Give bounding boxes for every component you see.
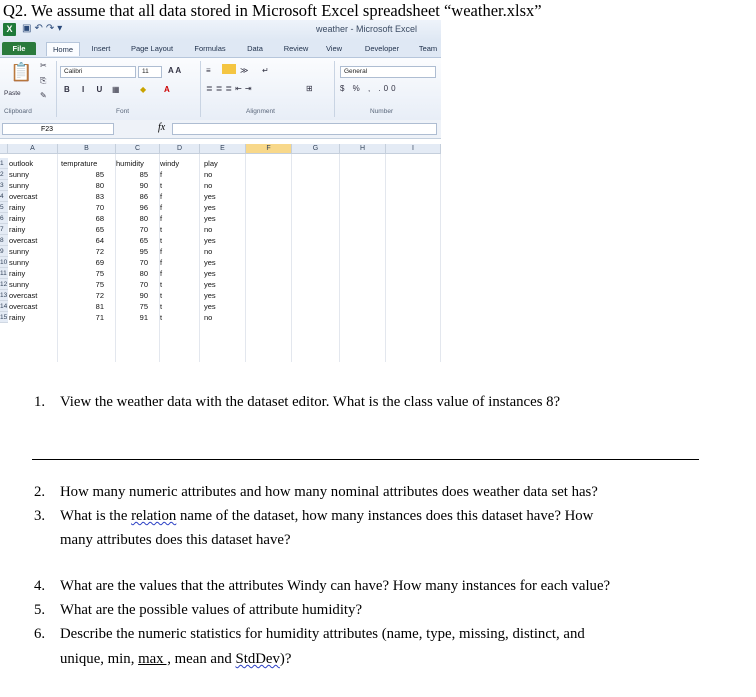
tab-developer[interactable]: Developer: [364, 44, 400, 53]
customize-icon[interactable]: ▾: [57, 23, 66, 34]
data-cell[interactable]: f: [160, 192, 163, 201]
redo-icon[interactable]: ↷: [45, 23, 58, 34]
column-header-f[interactable]: F: [246, 144, 292, 154]
ribbon-tabs: [0, 40, 441, 57]
insert-function-icon[interactable]: fx: [158, 122, 166, 133]
align-top-icon[interactable]: ≡: [206, 66, 211, 75]
question-1: [34, 394, 560, 411]
data-cell[interactable]: t: [160, 225, 163, 234]
column-header-a[interactable]: A: [8, 144, 58, 154]
data-cell[interactable]: 70: [139, 258, 148, 267]
formula-bar: [0, 120, 441, 139]
tab-data[interactable]: Data: [247, 44, 263, 53]
data-cell[interactable]: yes: [204, 291, 216, 300]
data-cell[interactable]: no: [204, 313, 213, 322]
data-cell[interactable]: 80: [139, 269, 148, 278]
window-title: weather - Microsoft Excel: [315, 24, 417, 34]
bold-italic-underline-icons[interactable]: B I U: [64, 85, 108, 94]
data-cell[interactable]: 85: [95, 170, 104, 179]
data-cell[interactable]: yes: [204, 258, 216, 267]
data-cell[interactable]: 95: [139, 247, 148, 256]
row-header[interactable]: 11: [0, 270, 7, 277]
data-cell[interactable]: sunny: [9, 247, 30, 256]
data-cell[interactable]: 70: [139, 280, 148, 289]
column-header-g[interactable]: G: [292, 144, 340, 154]
data-cell[interactable]: 72: [95, 247, 104, 256]
data-cell[interactable]: sunny: [9, 258, 30, 267]
data-cell[interactable]: 90: [139, 291, 148, 300]
data-cell[interactable]: 70: [95, 203, 104, 212]
column-header-c[interactable]: C: [116, 144, 160, 154]
row-header[interactable]: 10: [0, 259, 8, 266]
paste-icon[interactable]: 📋: [10, 62, 33, 82]
tab-view[interactable]: View: [325, 44, 343, 53]
name-box[interactable]: F23: [2, 123, 114, 135]
data-cell[interactable]: no: [204, 225, 213, 234]
data-cell[interactable]: no: [204, 181, 213, 190]
ribbon: [0, 57, 441, 121]
header-cell[interactable]: outlook: [9, 159, 34, 168]
question-number: 6.: [34, 626, 46, 642]
question-2: [34, 484, 598, 501]
data-cell[interactable]: f: [160, 203, 163, 212]
data-cell[interactable]: 80: [95, 181, 104, 190]
font-size-select[interactable]: 11: [138, 66, 162, 78]
data-cell[interactable]: overcast: [9, 236, 38, 245]
select-all-corner[interactable]: [0, 144, 8, 154]
question-3: [34, 508, 593, 525]
data-cell[interactable]: f: [160, 258, 163, 267]
merge-center-icon[interactable]: ⊞: [306, 84, 313, 93]
gridline: [339, 154, 340, 362]
cut-icon[interactable]: ✂: [40, 61, 47, 70]
column-header-d[interactable]: D: [160, 144, 200, 154]
row-header[interactable]: 9: [0, 246, 8, 257]
fill-color-icon[interactable]: ◆: [140, 85, 147, 94]
row-header[interactable]: 4: [0, 191, 8, 202]
ribbon-separator: [334, 61, 335, 117]
question-number: 2.: [34, 484, 46, 500]
undo-icon[interactable]: ↶: [34, 23, 46, 34]
relation-word: relation: [131, 508, 177, 524]
data-cell[interactable]: 65: [139, 236, 148, 245]
question-text-pre: What is the: [60, 508, 132, 524]
row-header[interactable]: 8: [0, 235, 8, 246]
data-cell[interactable]: 96: [139, 203, 148, 212]
stddev-word: StdDev: [235, 651, 280, 667]
tab-review[interactable]: Review: [283, 44, 309, 53]
row-header[interactable]: 1: [0, 158, 8, 169]
data-cell[interactable]: yes: [204, 192, 216, 201]
tab-home[interactable]: Home: [46, 42, 80, 56]
data-cell[interactable]: f: [160, 247, 163, 256]
data-cell[interactable]: rainy: [9, 225, 26, 234]
data-cell[interactable]: t: [160, 313, 163, 322]
question-number: 4.: [34, 578, 46, 594]
column-header-e[interactable]: E: [200, 144, 246, 154]
font-name-select[interactable]: Calibri: [60, 66, 136, 78]
number-format-select[interactable]: General: [340, 66, 436, 78]
question-text: Describe the numeric statistics for humidity attributes (name, type, missing, distinct, and: [60, 626, 585, 642]
tab-formulas[interactable]: Formulas: [194, 44, 226, 53]
gridline: [440, 154, 441, 362]
data-cell[interactable]: 80: [139, 214, 148, 223]
question-number: 5.: [34, 602, 46, 618]
excel-logo-icon: X: [3, 23, 16, 36]
data-cell[interactable]: overcast: [9, 291, 38, 300]
row-header[interactable]: 12: [0, 281, 8, 288]
data-cell[interactable]: 81: [95, 302, 104, 311]
format-painter-icon[interactable]: ✎: [40, 91, 47, 100]
data-cell[interactable]: t: [160, 236, 163, 245]
column-header-i[interactable]: I: [386, 144, 441, 154]
data-cell[interactable]: 69: [95, 258, 104, 267]
wrap-text-icon[interactable]: ↵: [262, 66, 269, 75]
data-cell[interactable]: yes: [204, 236, 216, 245]
data-cell[interactable]: sunny: [9, 170, 30, 179]
column-header-b[interactable]: B: [58, 144, 116, 154]
data-cell[interactable]: yes: [204, 203, 216, 212]
align-middle-icon[interactable]: [222, 64, 236, 74]
data-cell[interactable]: 68: [95, 214, 104, 223]
ribbon-separator: [56, 61, 57, 117]
align-horizontal-icons[interactable]: ≣≣≣⇤⇥: [206, 84, 255, 93]
data-cell[interactable]: yes: [204, 302, 216, 311]
data-cell[interactable]: f: [160, 170, 163, 179]
data-cell[interactable]: rainy: [9, 313, 26, 322]
header-cell[interactable]: windy: [160, 159, 180, 168]
data-cell[interactable]: f: [160, 269, 163, 278]
data-cell[interactable]: 71: [95, 313, 104, 322]
data-cell[interactable]: rainy: [9, 214, 26, 223]
tab-page-layout[interactable]: Page Layout: [130, 44, 174, 53]
font-group-label: Font: [116, 108, 130, 115]
tab-team[interactable]: Team: [418, 44, 438, 53]
question-text: How many numeric attributes and how many nominal attributes does weather data set has?: [60, 484, 598, 500]
data-cell[interactable]: f: [160, 214, 163, 223]
row-header[interactable]: 6: [0, 213, 8, 224]
orientation-icon[interactable]: ≫: [240, 66, 249, 75]
question-text: What are the possible values of attribute humidity?: [60, 602, 363, 618]
data-cell[interactable]: 90: [139, 181, 148, 190]
row-header[interactable]: 2: [0, 169, 8, 180]
ribbon-separator: [200, 61, 201, 117]
question-text-post: name of the dataset, how many instances does this dataset have? How: [176, 508, 594, 524]
data-cell[interactable]: t: [160, 302, 163, 311]
row-header[interactable]: 7: [0, 224, 8, 235]
data-cell[interactable]: yes: [204, 214, 216, 223]
data-cell[interactable]: t: [160, 291, 163, 300]
data-cell[interactable]: yes: [204, 280, 216, 289]
question-heading: Q2. We assume that all data stored in Microsoft Excel spreadsheet “weather.xlsx”: [3, 1, 542, 20]
question-4: [34, 578, 610, 595]
data-cell[interactable]: t: [160, 181, 163, 190]
data-cell[interactable]: 72: [95, 291, 104, 300]
data-cell[interactable]: rainy: [9, 203, 26, 212]
data-cell[interactable]: yes: [204, 269, 216, 278]
question-6-line2: [60, 651, 291, 668]
data-cell[interactable]: overcast: [9, 302, 38, 311]
data-cell[interactable]: 85: [139, 170, 148, 179]
paste-label: Paste: [4, 90, 21, 97]
tab-insert[interactable]: Insert: [91, 44, 111, 53]
excel-screenshot: [0, 20, 441, 365]
header-cell[interactable]: temprature: [61, 159, 98, 168]
data-cell[interactable]: t: [160, 280, 163, 289]
data-cell[interactable]: rainy: [9, 269, 26, 278]
question-5: [34, 602, 362, 619]
formula-input[interactable]: [172, 123, 437, 135]
data-cell[interactable]: overcast: [9, 192, 38, 201]
row-header[interactable]: 5: [0, 202, 8, 213]
header-cell[interactable]: play: [204, 159, 218, 168]
gridline: [115, 154, 116, 362]
row-header[interactable]: 15: [0, 314, 8, 321]
data-cell[interactable]: 75: [95, 269, 104, 278]
row-header[interactable]: 3: [0, 180, 8, 191]
clipboard-group-label: Clipboard: [4, 108, 32, 115]
question-number: 1.: [34, 394, 46, 410]
gridline: [245, 154, 246, 362]
grow-font-icon[interactable]: A A: [168, 66, 182, 75]
row-header[interactable]: 14: [0, 303, 8, 310]
max-word: max ,: [138, 651, 171, 667]
header-cell[interactable]: humidity: [116, 159, 144, 168]
data-cell[interactable]: 86: [139, 192, 148, 201]
data-cell[interactable]: 91: [139, 313, 148, 322]
text-mid: mean and: [170, 651, 236, 667]
gridline: [291, 154, 292, 362]
number-group-label: Number: [370, 108, 394, 115]
data-cell[interactable]: 83: [95, 192, 104, 201]
data-cell[interactable]: no: [204, 170, 213, 179]
gridline: [385, 154, 386, 362]
column-header-h[interactable]: H: [340, 144, 386, 154]
data-cell[interactable]: 75: [95, 280, 104, 289]
data-cell[interactable]: sunny: [9, 280, 30, 289]
data-cell[interactable]: 64: [95, 236, 104, 245]
copy-icon[interactable]: ⎘: [40, 76, 47, 85]
data-cell[interactable]: 65: [95, 225, 104, 234]
alignment-group-label: Alignment: [246, 108, 275, 115]
gridline: [199, 154, 200, 362]
question-number: 3.: [34, 508, 46, 524]
question-text: View the weather data with the dataset editor. What is the class value of instances 8?: [60, 394, 561, 410]
tab-file[interactable]: File: [2, 42, 36, 55]
text-post: )?: [279, 651, 292, 667]
question-text: What are the values that the attributes Windy can have? How many instances for each value?: [60, 578, 611, 594]
data-cell[interactable]: no: [204, 247, 213, 256]
font-color-icon[interactable]: A: [164, 85, 170, 94]
number-format-icons[interactable]: $ % , .00: [340, 84, 399, 93]
data-cell[interactable]: 70: [139, 225, 148, 234]
data-cell[interactable]: 75: [139, 302, 148, 311]
question-3-line2: many attributes does this dataset have?: [60, 532, 291, 548]
data-cell[interactable]: sunny: [9, 181, 30, 190]
row-header[interactable]: 13: [0, 292, 8, 299]
save-icon[interactable]: ▣: [22, 23, 35, 34]
gridline: [57, 154, 58, 362]
border-icon[interactable]: ▦: [112, 85, 120, 94]
answer-line: [32, 459, 699, 460]
excel-titlebar: [0, 20, 441, 41]
question-6: [34, 626, 585, 643]
text-pre: unique, min,: [60, 651, 139, 667]
